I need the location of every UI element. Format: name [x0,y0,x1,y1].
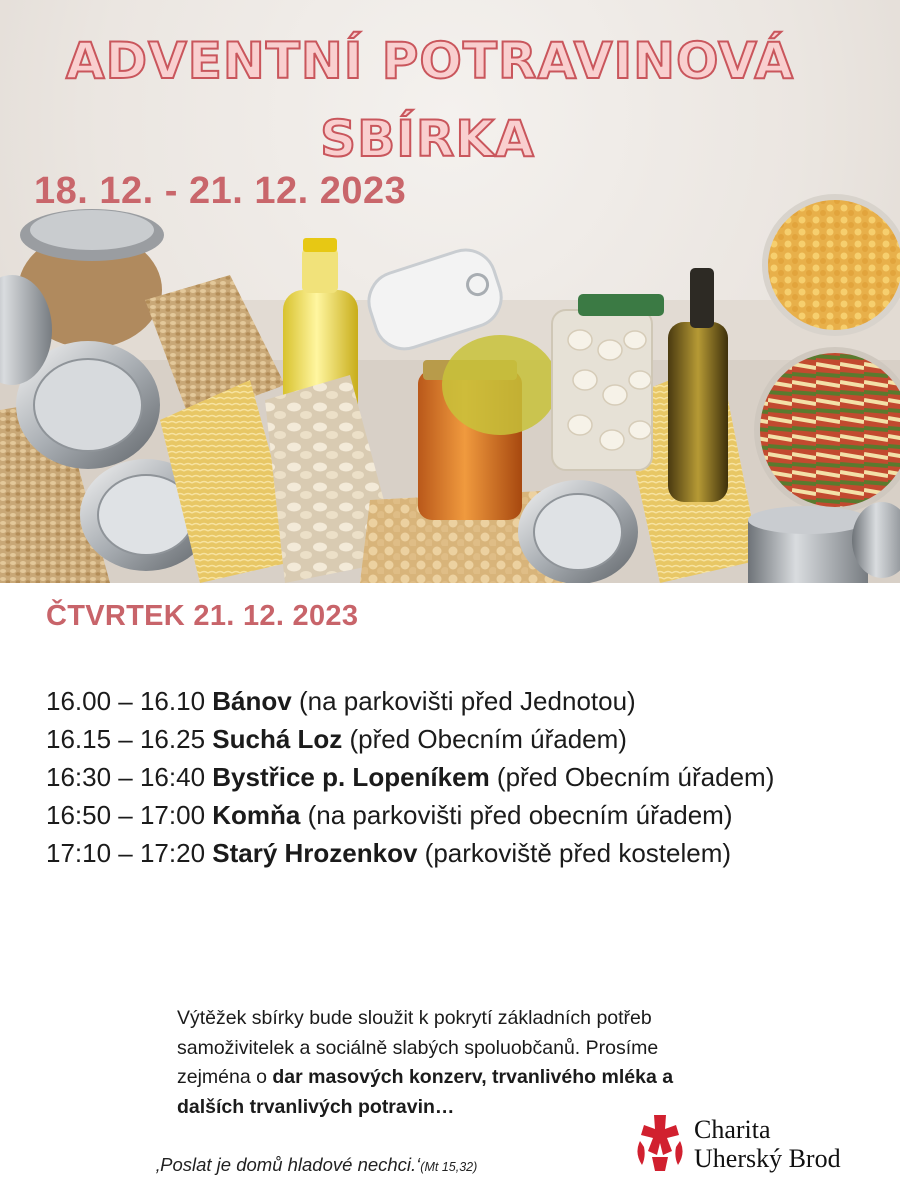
schedule-detail: (parkoviště před kostelem) [417,838,732,868]
bible-quote [156,1154,477,1176]
schedule-item [46,796,774,834]
schedule-place: Starý Hrozenkov [212,838,418,868]
schedule-detail: (na parkovišti před Jednotou) [291,686,636,716]
schedule-item [46,682,774,720]
logo-line2: Uherský Brod [694,1144,841,1173]
charita-logo [632,1113,882,1175]
schedule-time: 16:30 – 16:40 [46,762,213,792]
caritas-cross-icon [632,1113,688,1173]
collection-day: ČTVRTEK 21. 12. 2023 [46,600,359,632]
schedule-detail: (před Obecním úřadem) [342,724,627,754]
donation-note-text: Výtěžek sbírky bude sloužit k pokrytí základních potřeb samoživitelek a sociálně slabých spoluobčanů. Prosíme zejména o [177,1007,659,1088]
poster-title-line2: SBÍRKA [320,110,535,168]
schedule-item [46,834,774,872]
schedule-place: Suchá Loz [212,724,343,754]
logo-line1: Charita [694,1115,771,1144]
donation-note-emphasis: dar masových konzerv, trvanlivého mléka a dalších trvanlivých potravin… [177,1066,674,1118]
schedule-time: 16:50 – 17:00 [46,800,213,830]
schedule-time: 17:10 – 17:20 [46,838,213,868]
schedule-item [46,758,774,796]
schedule-item [46,720,774,758]
bible-quote-text: ‚Poslat je domů hladové nechci.‘ [156,1154,421,1175]
schedule-detail: (před Obecním úřadem) [489,762,775,792]
bible-quote-ref: (Mt 15,32) [420,1160,478,1174]
hero-photo [0,0,900,583]
schedule-time: 16.00 – 16.10 [46,686,213,716]
schedule-place: Bánov [212,686,292,716]
donation-note [177,1004,737,1122]
collection-dates: 18. 12. - 21. 12. 2023 [34,170,407,212]
schedule-time: 16.15 – 16.25 [46,724,213,754]
schedule-detail: (na parkovišti před obecním úřadem) [300,800,733,830]
poster-title-line1: ADVENTNÍ POTRAVINOVÁ [65,32,795,90]
schedule-list [46,682,774,872]
schedule-place: Bystřice p. Lopeníkem [212,762,490,792]
schedule-place: Komňa [212,800,301,830]
